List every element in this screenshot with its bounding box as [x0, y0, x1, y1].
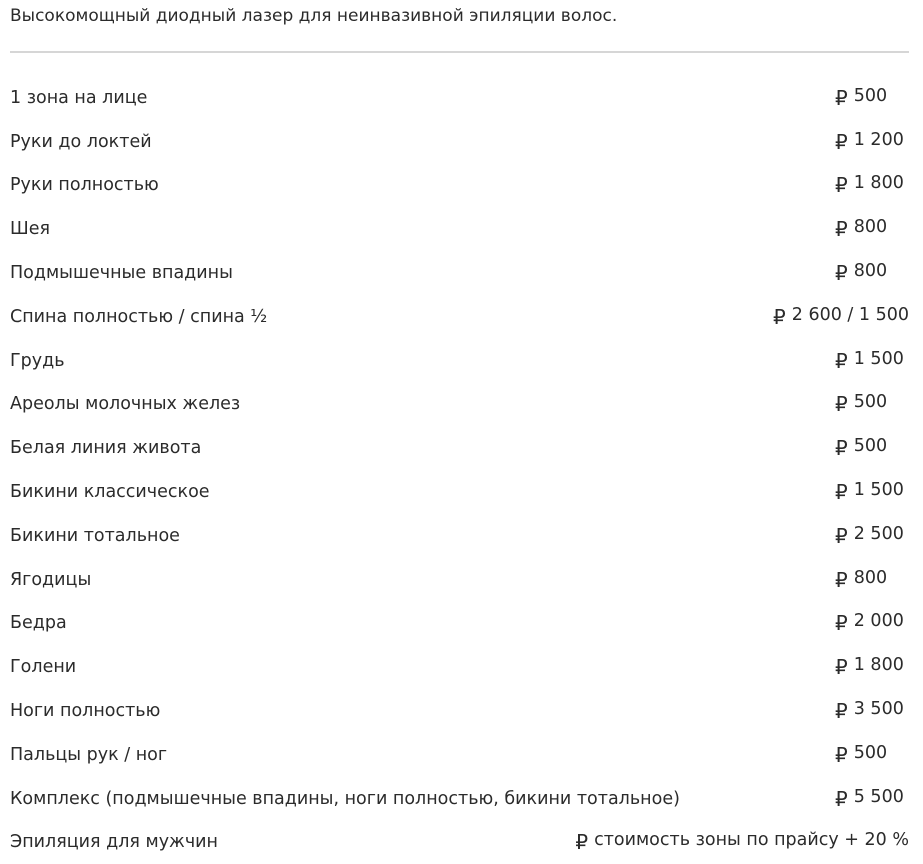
price-name: Пальцы рук / ног: [10, 744, 168, 765]
ruble-icon: ₽: [835, 742, 848, 767]
ruble-icon: ₽: [835, 567, 848, 592]
price-name: Ареолы молочных желез: [10, 394, 241, 415]
price-row: [10, 689, 909, 733]
price-name: Ягодицы: [10, 569, 92, 590]
price-amount: 800: [853, 567, 888, 588]
price-value: [835, 655, 909, 679]
price-name: Эпиляция для мужчин: [10, 832, 218, 853]
ruble-icon: ₽: [835, 523, 848, 548]
price-row: [10, 120, 909, 164]
intro-text: Высокомощный диодный лазер для неинвазивной эпиляции волос.: [10, 6, 618, 26]
price-value: [575, 830, 909, 854]
price-amount: 1 500: [853, 480, 904, 501]
price-value: [835, 130, 909, 154]
price-value: [835, 436, 909, 460]
price-value: [835, 217, 909, 241]
ruble-icon: ₽: [835, 699, 848, 724]
ruble-icon: ₽: [575, 830, 589, 855]
price-amount: 2 500: [853, 523, 904, 544]
price-amount: 2 000: [853, 611, 904, 632]
price-row: [10, 514, 909, 558]
price-row: [10, 207, 909, 251]
price-amount: 3 500: [853, 699, 904, 720]
price-amount: 500: [853, 85, 888, 106]
price-value: [835, 261, 909, 285]
price-row: [10, 733, 909, 777]
ruble-icon: ₽: [835, 786, 848, 811]
price-amount: 800: [853, 261, 888, 282]
price-value: [835, 349, 909, 373]
price-name: Ноги полностью: [10, 701, 161, 722]
ruble-icon: ₽: [835, 392, 848, 417]
price-amount: 500: [853, 392, 888, 413]
ruble-icon: ₽: [773, 304, 786, 329]
price-amount: 1 200: [853, 129, 904, 150]
ruble-icon: ₽: [835, 217, 848, 242]
ruble-icon: ₽: [835, 436, 848, 461]
price-amount: 1 800: [853, 655, 904, 676]
ruble-icon: ₽: [835, 611, 848, 636]
price-name: Комплекс (подмышечные впадины, ноги полностью, бикини тотальное): [10, 788, 680, 809]
price-value: [835, 480, 909, 504]
price-name: Бикини тотальное: [10, 525, 180, 546]
ruble-icon: ₽: [835, 85, 848, 110]
price-amount: 500: [853, 742, 888, 763]
price-row: [10, 76, 909, 120]
price-list: [10, 76, 909, 864]
price-row: [10, 295, 909, 339]
price-value: [773, 305, 909, 329]
price-value: [835, 173, 909, 197]
price-name: Белая линия живота: [10, 438, 202, 459]
price-amount: стоимость зоны по прайсу + 20 %: [594, 830, 909, 851]
price-row: [10, 777, 909, 821]
price-value: [835, 568, 909, 592]
price-amount: 5 500: [853, 786, 904, 807]
price-value: [835, 611, 909, 635]
ruble-icon: ₽: [835, 480, 848, 505]
price-row: [10, 383, 909, 427]
price-name: Подмышечные впадины: [10, 263, 233, 284]
price-name: Руки полностью: [10, 175, 159, 196]
price-row: [10, 821, 909, 864]
price-name: 1 зона на лице: [10, 87, 148, 108]
price-amount: 1 800: [853, 173, 904, 194]
price-name: Руки до локтей: [10, 131, 152, 152]
price-row: [10, 426, 909, 470]
price-value: [835, 524, 909, 548]
price-value: [835, 699, 909, 723]
price-name: Голени: [10, 657, 77, 678]
price-value: [835, 743, 909, 767]
price-name: Грудь: [10, 350, 65, 371]
price-name: Спина полностью / спина ½: [10, 306, 268, 327]
price-row: [10, 251, 909, 295]
price-value: [835, 787, 909, 811]
price-row: [10, 558, 909, 602]
ruble-icon: ₽: [835, 173, 848, 198]
price-row: [10, 164, 909, 208]
ruble-icon: ₽: [835, 129, 848, 154]
price-amount: 500: [853, 436, 888, 457]
price-amount: 1 500: [853, 348, 904, 369]
price-row: [10, 645, 909, 689]
price-amount: 800: [853, 217, 888, 238]
price-name: Шея: [10, 219, 51, 240]
ruble-icon: ₽: [835, 348, 848, 373]
ruble-icon: ₽: [835, 655, 848, 680]
price-row: [10, 602, 909, 646]
price-row: [10, 339, 909, 383]
price-value: [835, 392, 909, 416]
price-row: [10, 470, 909, 514]
price-name: Бедра: [10, 613, 67, 634]
price-value: [835, 86, 909, 110]
price-amount: 2 600 / 1 500: [791, 304, 909, 325]
price-name: Бикини классическое: [10, 482, 210, 503]
divider: [10, 51, 909, 53]
ruble-icon: ₽: [835, 261, 848, 286]
